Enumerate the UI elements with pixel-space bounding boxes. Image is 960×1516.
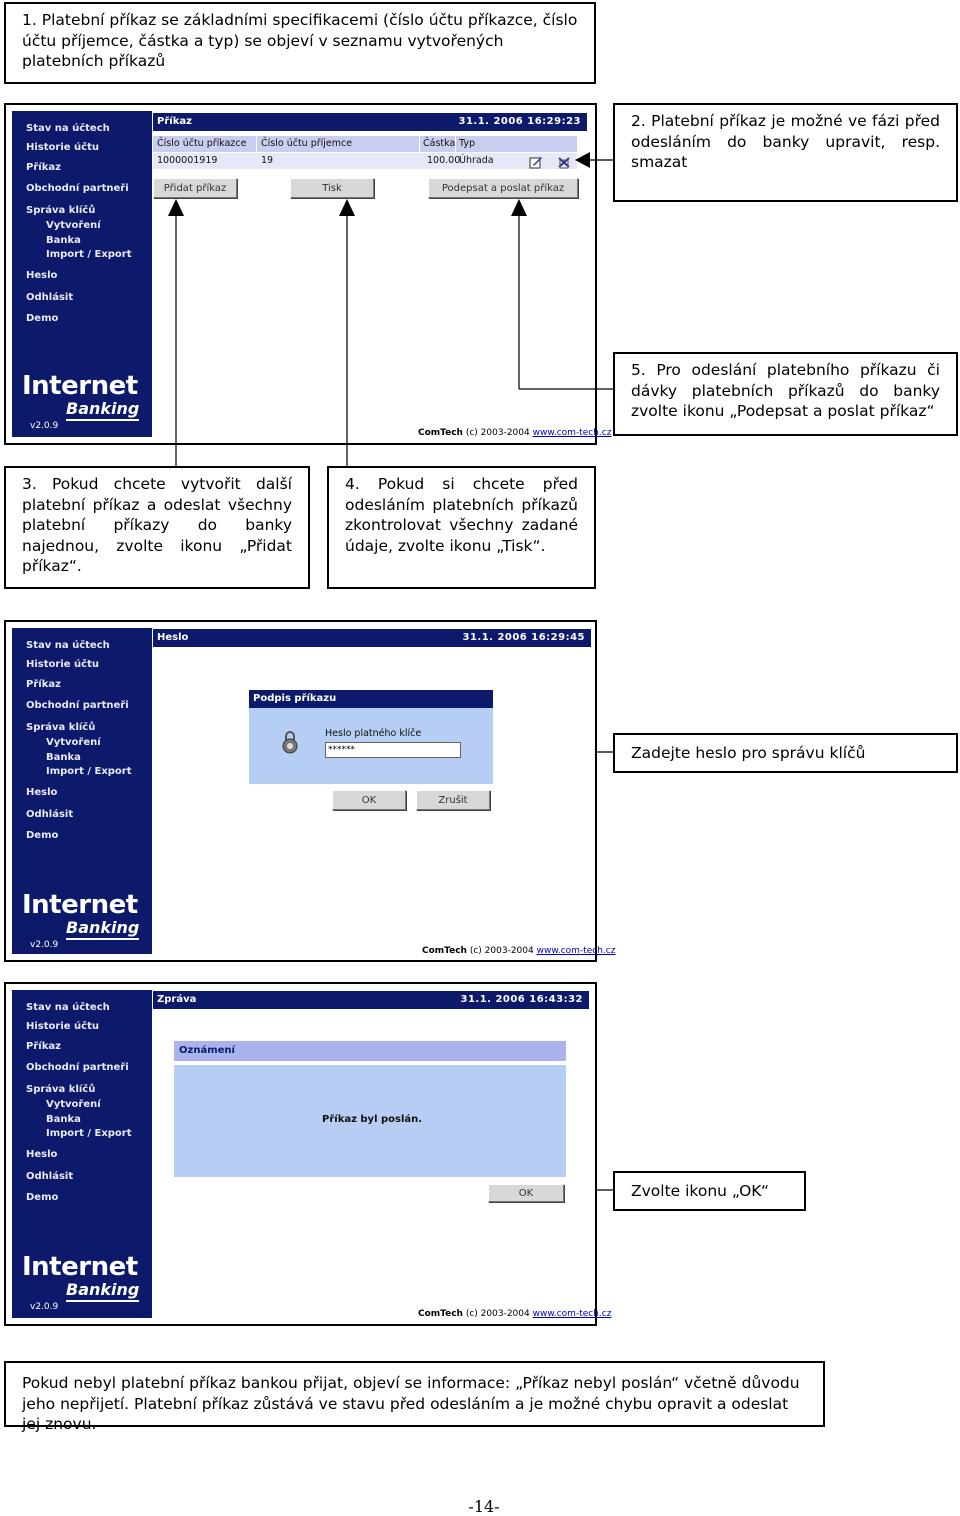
sidebar-item-accounts[interactable]: Stav na účtech [26, 123, 110, 134]
col-recipient: Číslo účtu příjemce [261, 138, 353, 149]
screenshot-payment-list [4, 103, 612, 445]
sidebar-item-order[interactable]: Příkaz [26, 679, 61, 690]
print-button[interactable]: Tisk [290, 178, 374, 198]
sidebar-item-logout[interactable]: Odhlásit [26, 809, 74, 820]
sidebar-item-accounts[interactable]: Stav na účtech [26, 1002, 110, 1013]
note-box: Pokud nebyl platební příkaz bankou přijat, objeví se informace: „Příkaz nebyl poslán“ včetně důvodu jeho nepřijetí. Platební příkaz zůstává ve stavu před odesláním a je možné chybu opravit a odeslat jej znovu. [4, 1361, 825, 1427]
sidebar-item-password[interactable]: Heslo [26, 787, 58, 798]
callout-2: 2. Platební příkaz je možné ve fázi před odesláním do banky upravit, resp. smazat [613, 103, 958, 202]
sidebar-item-logout[interactable]: Odhlásit [26, 292, 74, 303]
col-type: Typ [459, 138, 475, 149]
sidebar-item-keys[interactable]: Správa klíčů [26, 722, 96, 733]
cell-payer: 1000001919 [157, 155, 218, 166]
sidebar-item-order[interactable]: Příkaz [26, 1041, 61, 1052]
page-title: Heslo [157, 632, 189, 643]
add-order-button[interactable]: Přidat příkaz [153, 178, 237, 198]
notice-panel [174, 1065, 566, 1177]
sidebar-item-create[interactable]: Vytvoření [46, 1099, 101, 1110]
cell-type: Úhrada [459, 155, 494, 166]
page-number: -14- [468, 1497, 500, 1516]
sidebar-item-keys[interactable]: Správa klíčů [26, 1084, 96, 1095]
sign-and-send-button[interactable]: Podepsat a poslat příkaz [428, 178, 578, 198]
table-row[interactable] [153, 153, 577, 169]
callout-password: Zadejte heslo pro správu klíčů [613, 733, 958, 773]
datetime: 31.1. 2006 16:43:32 [460, 994, 583, 1005]
sidebar-item-demo[interactable]: Demo [26, 1192, 59, 1203]
callout-4: 4. Pokud si chcete před odesláním platebních příkazů zkontrolovat všechny zadané údaje, zvolte ikonu „Tisk“. [327, 466, 596, 589]
sidebar-item-partners[interactable]: Obchodní partneři [26, 183, 129, 194]
company-link[interactable]: www.com-tech.cz [532, 428, 612, 438]
copyright: ComTech (c) 2003-2004 www.com-tech.cz [418, 1309, 612, 1319]
sidebar-item-bank[interactable]: Banka [46, 1114, 81, 1125]
datetime: 31.1. 2006 16:29:23 [458, 116, 581, 127]
logo-banking: Banking [66, 918, 139, 940]
copyright: ComTech (c) 2003-2004 www.com-tech.cz [422, 946, 616, 956]
version-label: v2.0.9 [30, 421, 59, 431]
sidebar-item-partners[interactable]: Obchodní partneři [26, 1062, 129, 1073]
cancel-button[interactable]: Zrušit [416, 790, 490, 810]
callout-1: 1. Platební příkaz se základními specifikacemi (číslo účtu příkazce, číslo účtu příjemce, částka a typ) se objeví v seznamu vytvořených platebních příkazů [4, 2, 596, 84]
sidebar [12, 990, 152, 1318]
sidebar-item-password[interactable]: Heslo [26, 1149, 58, 1160]
callout-3: 3. Pokud chcete vytvořit další platební příkaz a odeslat všechny platební příkazy do banky najednou, zvolte ikonu „Přidat příkaz“. [4, 466, 310, 589]
version-label: v2.0.9 [30, 1302, 59, 1312]
ok-button[interactable]: OK [488, 1184, 564, 1202]
sidebar-item-accounts[interactable]: Stav na účtech [26, 640, 110, 651]
password-label: Heslo platného klíče [325, 728, 422, 739]
logo-internet: Internet [22, 890, 138, 920]
col-amount: Částka [423, 138, 456, 149]
edit-icon[interactable] [529, 154, 543, 167]
sidebar-item-demo[interactable]: Demo [26, 830, 59, 841]
sidebar-item-history[interactable]: Historie účtu [26, 142, 99, 153]
cell-recipient: 19 [261, 155, 274, 166]
sidebar-item-bank[interactable]: Banka [46, 235, 81, 246]
copyright: ComTech (c) 2003-2004 www.com-tech.cz [418, 428, 612, 438]
cell-amount: 100.00 [427, 155, 461, 166]
sidebar-item-import-export[interactable]: Import / Export [46, 249, 132, 260]
version-label: v2.0.9 [30, 940, 59, 950]
sidebar-item-demo[interactable]: Demo [26, 313, 59, 324]
sidebar-item-import-export[interactable]: Import / Export [46, 766, 132, 777]
orders-table [153, 136, 577, 170]
header-bar [153, 629, 591, 647]
sidebar-item-password[interactable]: Heslo [26, 270, 58, 281]
company-link[interactable]: www.com-tech.cz [536, 946, 616, 956]
sidebar [12, 111, 152, 437]
logo-internet: Internet [22, 371, 138, 401]
company-link[interactable]: www.com-tech.cz [532, 1309, 612, 1319]
datetime: 31.1. 2006 16:29:45 [462, 632, 585, 643]
logo-banking: Banking [66, 1280, 139, 1302]
notice-message: Příkaz byl poslán. [322, 1114, 423, 1125]
sidebar-item-logout[interactable]: Odhlásit [26, 1171, 74, 1182]
notice-header: Oznámení [174, 1041, 566, 1061]
logo-banking: Banking [66, 399, 139, 421]
sidebar-item-keys[interactable]: Správa klíčů [26, 205, 96, 216]
logo-internet: Internet [22, 1252, 138, 1282]
col-payer: Číslo účtu příkazce [157, 138, 247, 149]
lock-icon [281, 730, 299, 754]
sidebar-item-partners[interactable]: Obchodní partneři [26, 700, 129, 711]
page-title: Zpráva [157, 994, 197, 1005]
dialog-title-bar: Podpis příkazu [249, 690, 493, 708]
table-header [153, 136, 577, 152]
screenshot-password [4, 620, 616, 962]
sidebar-item-history[interactable]: Historie účtu [26, 659, 99, 670]
sidebar-item-create[interactable]: Vytvoření [46, 737, 101, 748]
sidebar-item-import-export[interactable]: Import / Export [46, 1128, 132, 1139]
header-bar [153, 113, 587, 131]
sidebar-item-create[interactable]: Vytvoření [46, 220, 101, 231]
ok-button[interactable]: OK [332, 790, 406, 810]
sidebar-item-bank[interactable]: Banka [46, 752, 81, 763]
screenshot-message [4, 982, 612, 1326]
callout-5: 5. Pro odeslání platebního příkazu či dávky platebních příkazů do banky zvolte ikonu „Podepsat a poslat příkaz“ [613, 352, 958, 436]
sidebar [12, 628, 152, 954]
page-title: Příkaz [157, 116, 192, 127]
header-bar [153, 991, 589, 1009]
password-field[interactable]: ****** [325, 742, 461, 758]
delete-icon[interactable] [557, 154, 571, 167]
callout-ok: Zvolte ikonu „OK“ [613, 1171, 806, 1211]
sidebar-item-history[interactable]: Historie účtu [26, 1021, 99, 1032]
sidebar-item-order[interactable]: Příkaz [26, 162, 61, 173]
sign-dialog [249, 690, 493, 784]
